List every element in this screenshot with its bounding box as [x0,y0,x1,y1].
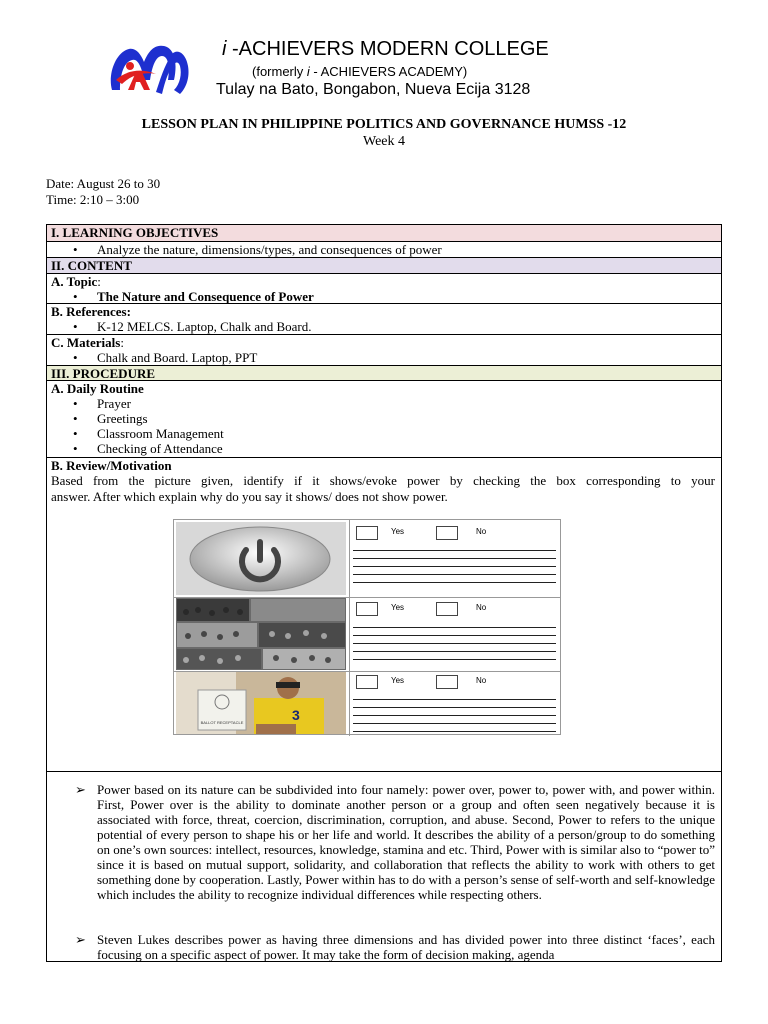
objective-item: Analyze the nature, dimensions/types, and consequences of power [97,242,442,257]
bullet-icon: • [73,289,78,304]
school-logo-icon [106,40,192,98]
review-label: B. Review/Motivation [51,458,172,473]
answer-area-1 [349,520,560,597]
school-name [222,38,549,61]
worksheet-row-1 [174,520,560,598]
answer-area-3 [349,671,560,736]
school-name-text: -ACHIEVERS MODERN COLLEGE [226,38,549,60]
references-text: K-12 MELCS. Laptop, Chalk and Board. [97,319,312,334]
lesson-plan-table [46,224,722,962]
materials-text: Chalk and Board. Laptop, PPT [97,350,258,365]
school-name-prefix: i [222,38,227,60]
objectives-heading: I. LEARNING OBJECTIVES [47,225,721,242]
time-line: Time: 2:10 – 3:00 [46,192,140,207]
former-name-i: i [306,64,310,79]
yes-label: Yes [391,676,405,685]
former-name [252,64,467,79]
week-label: Week 4 [362,134,406,149]
bullet-icon: • [73,441,78,456]
yes-label: Yes [391,527,405,536]
routine-item-greetings: Greetings [97,411,148,426]
school-address: Tulay na Bato, Bongabon, Nueva Ecija 3128 [216,81,531,98]
power-nature-paragraph: Power based on its nature can be subdivided into four namely: power over, power to, power with, and power within. First, Power over is the ability to dominate another person or a group and often seen negatively because it is associated with force, threat, coercion, discrimination, corruption, and abuse. Second, Power to refers to the unique potential of every person to shape his or her life and world. It describes the ability of a person/group to do something on one’s own sources: intellect, resources, knowledge, stamina and etc. Third, Power with is similar also to “power to” since it is based on mutual support, solidarity, and collaboration that reflects the ability to work with others to get something done by cooperation. Lastly, Power within has to do with a person’s sense of self-worth and self-knowledge which includes the ability to recognize individual differences while respecting others. [97,782,715,902]
no-checkbox[interactable] [436,675,458,689]
references-label: B. References: [51,304,131,319]
arrow-bullet-icon: ➢ [75,782,86,797]
no-checkbox[interactable] [436,602,458,616]
ballot-poster-text: BALLOT RECEPTACLE [200,720,244,725]
worksheet-row-3 [174,671,560,736]
svg-text:3: 3 [292,707,300,723]
topic-text: The Nature and Consequence of Power [97,289,314,304]
lukes-paragraph: Steven Lukes describes power as having three dimensions and has divided power into three distinct ‘faces’, each focusing on a specific aspect of power. It may take the form of decision making, agenda [97,932,715,962]
answer-area-2 [349,597,560,671]
no-label: No [476,527,487,536]
yes-checkbox[interactable] [356,526,378,540]
materials-row [47,335,721,366]
no-label: No [476,603,487,612]
bullet-icon: • [73,319,78,334]
yes-label: Yes [391,603,405,612]
bullet-icon: • [73,396,78,411]
references-row [47,304,721,335]
bullet-icon: • [73,426,78,441]
no-checkbox[interactable] [436,526,458,540]
daily-routine-row [47,381,721,458]
review-instructions-1: Based from the picture given, identify if it shows/evoke power by checking the box corresponding to your [51,473,715,488]
date-line: Date: August 26 to 30 [46,176,161,191]
topic-row [47,274,721,304]
routine-item-classroom: Classroom Management [97,426,224,441]
objectives-row [47,242,721,258]
yes-checkbox[interactable] [356,602,378,616]
protest-photo-icon [176,598,346,670]
yes-checkbox[interactable] [356,675,378,689]
procedure-heading: III. PROCEDURE [47,366,721,381]
arrow-bullet-icon: ➢ [75,932,86,947]
materials-label: C. Materials: [51,335,124,350]
former-name-rest: - ACHIEVERS ACADEMY) [309,64,468,79]
review-instructions-2: answer. After which explain why do you say it shows/ does not show power. [51,489,448,504]
former-name-open: (formerly [252,64,307,79]
routine-item-attendance: Checking of Attendance [97,441,223,456]
lesson-plan-title: LESSON PLAN IN PHILIPPINE POLITICS AND GOVERNANCE HUMSS -12 [141,117,627,132]
routine-label: A. Daily Routine [51,381,144,396]
worksheet-row-2 [174,597,560,672]
content-heading: II. CONTENT [47,258,721,274]
discussion-row [47,772,721,961]
power-button-icon [176,522,346,595]
bullet-icon: • [73,411,78,426]
voter-photo-icon [176,672,346,734]
bullet-icon: • [73,242,78,257]
bullet-icon: • [73,350,78,365]
routine-item-prayer: Prayer [97,396,131,411]
worksheet-image [173,519,561,735]
no-label: No [476,676,487,685]
topic-label: A. Topic: [51,274,101,289]
